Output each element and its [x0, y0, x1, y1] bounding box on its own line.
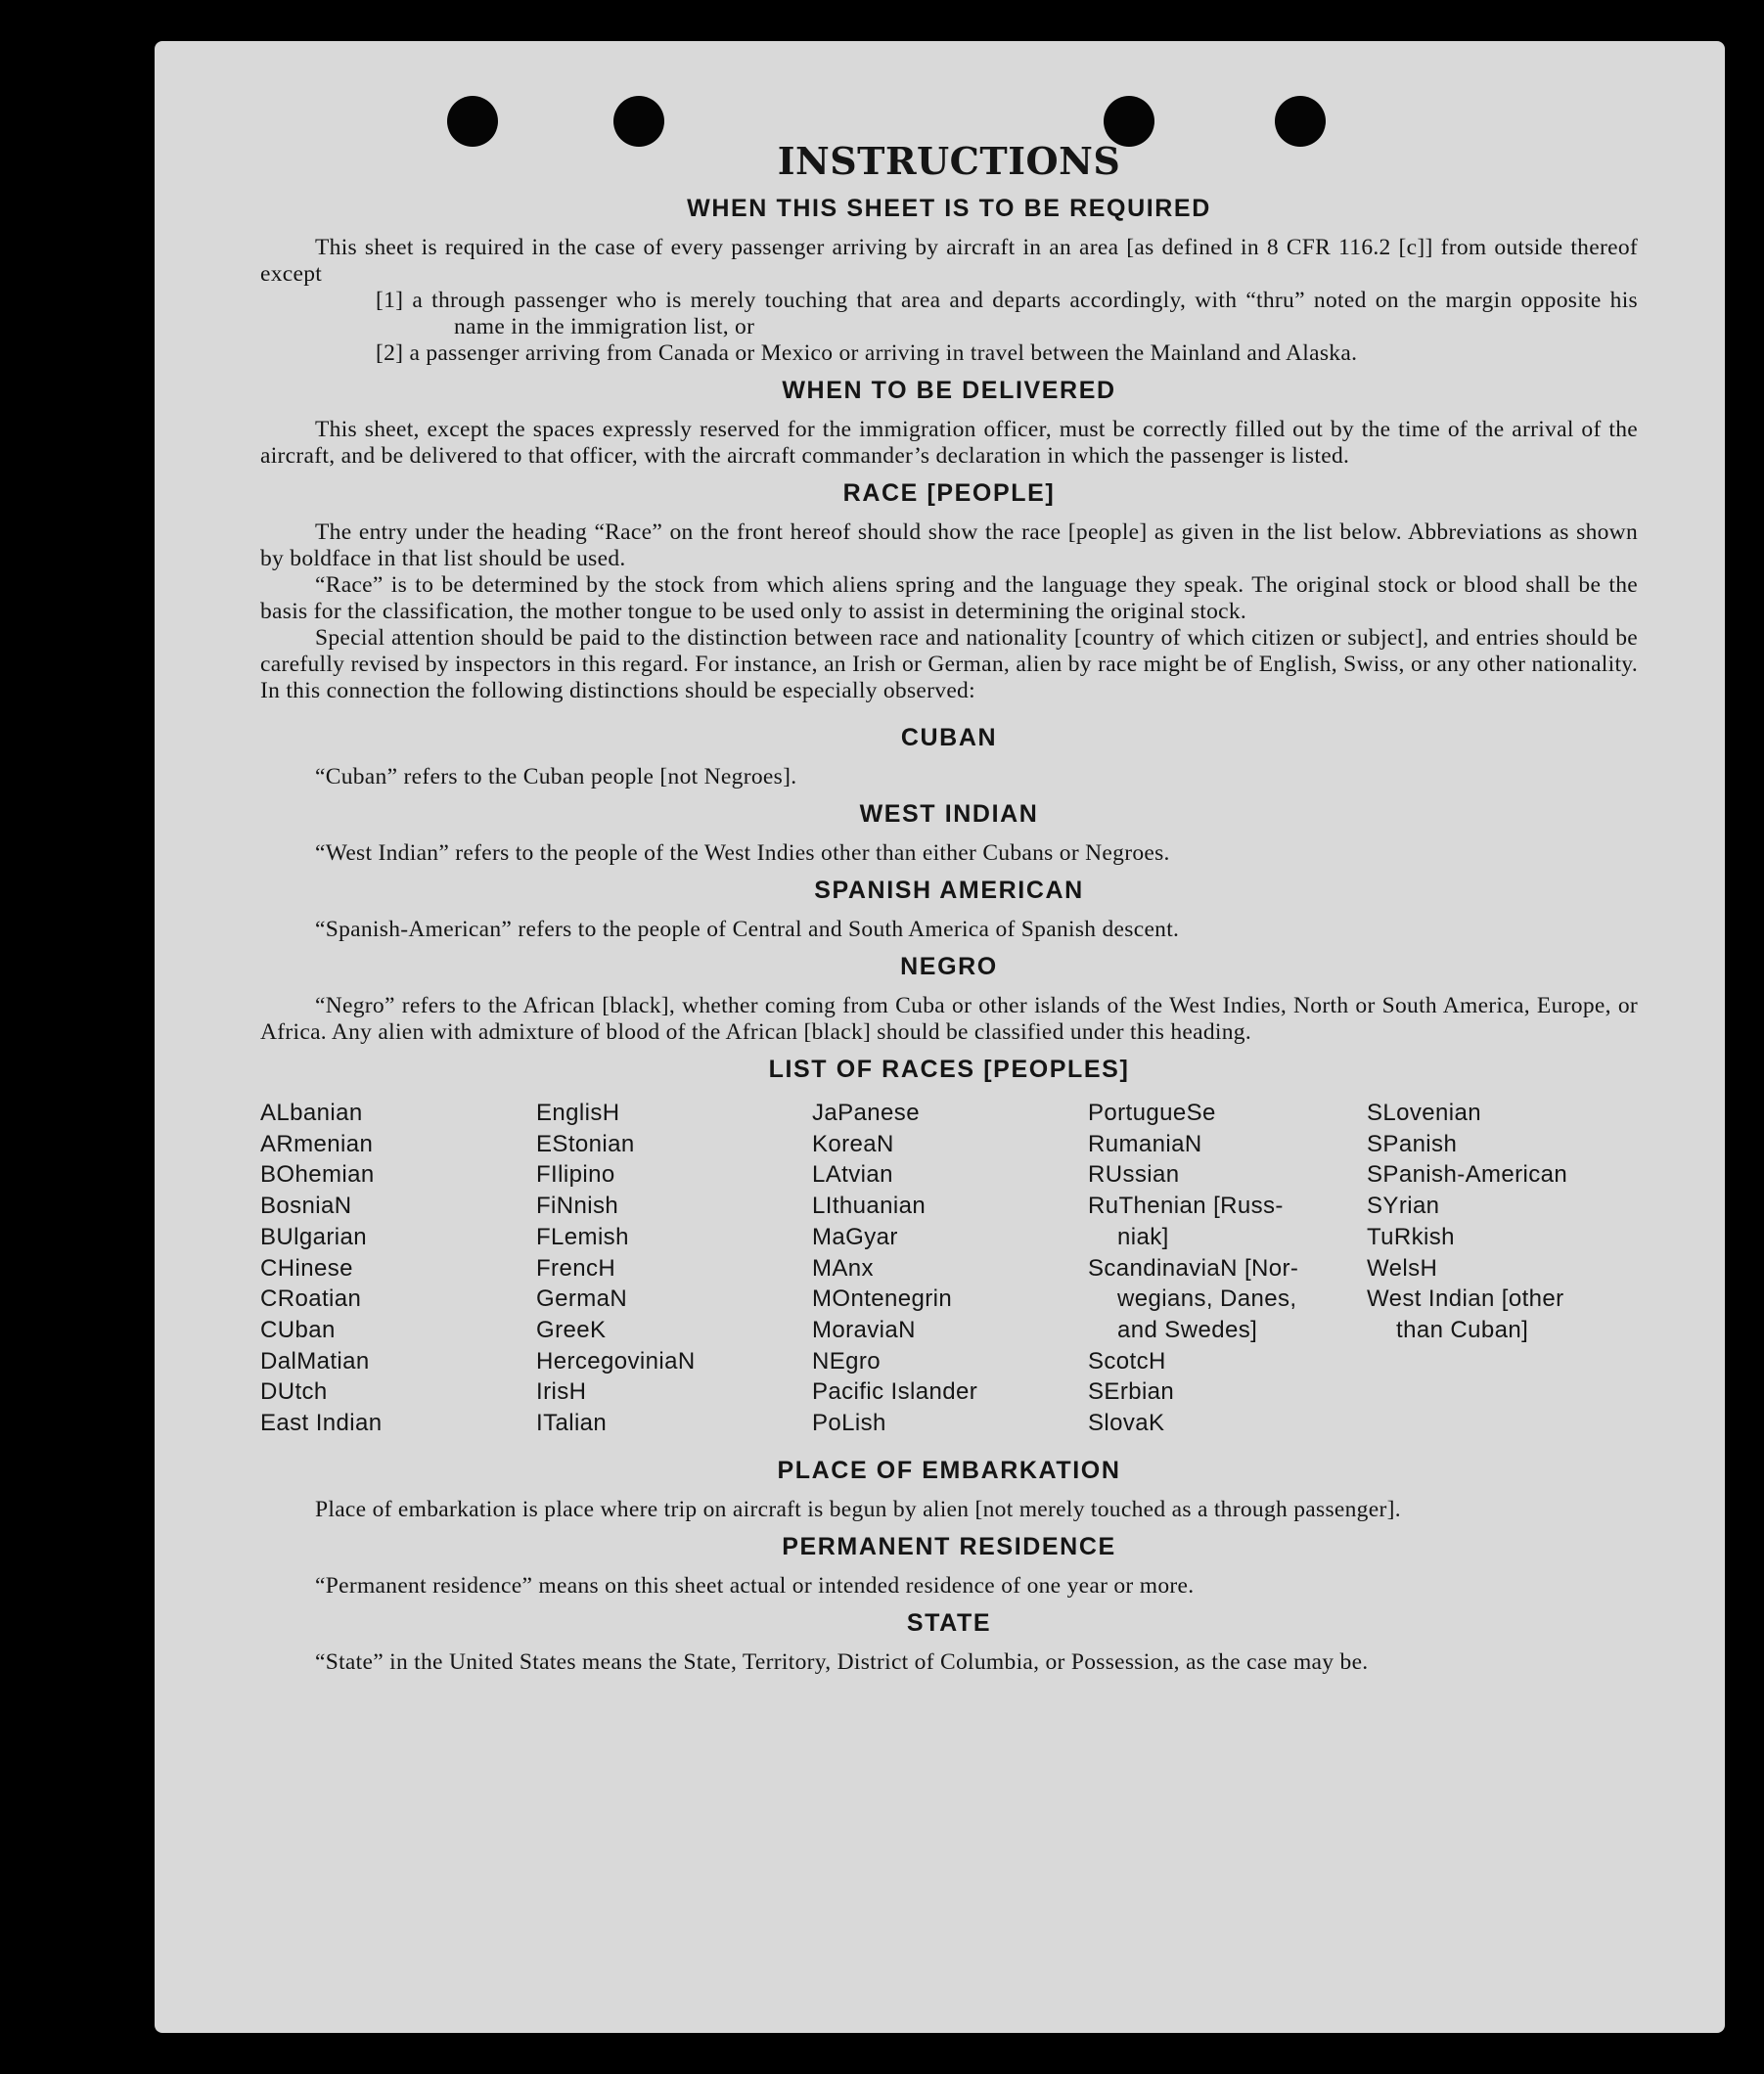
race-entry: ARmenian: [260, 1130, 374, 1157]
race-entry: SlovaK: [1088, 1410, 1165, 1437]
race-entry: RumaniaN: [1088, 1130, 1202, 1157]
races-column-3: [812, 1098, 1088, 1439]
heading-cuban: CUBAN: [900, 724, 998, 751]
race-entry: WelsH: [1367, 1254, 1438, 1282]
race-entry: ScandinaviaN [Nor-: [1088, 1254, 1299, 1282]
heading-embarkation: PLACE OF EMBARKATION: [777, 1456, 1121, 1484]
heading-required: WHEN THIS SHEET IS TO BE REQUIRED: [687, 195, 1211, 222]
required-item-1: [1] a through passenger who is merely touching that area and departs accordingly, with “thru” noted on the margin opposite his name in the immigration list, or: [376, 288, 1638, 339]
race-entry: ScotcH: [1088, 1347, 1166, 1375]
heading-delivered: WHEN TO BE DELIVERED: [782, 377, 1116, 404]
required-item-2: [2] a passenger arriving from Canada or Mexico or arriving in travel between the Mainland and Alaska.: [376, 340, 1358, 366]
race-entry: East Indian: [260, 1410, 383, 1437]
race-entry: FLemish: [536, 1223, 629, 1250]
race-entry: RuThenian [Russ-: [1088, 1193, 1284, 1220]
race-entry: FiNnish: [536, 1193, 619, 1220]
sheet-content: [260, 139, 1638, 1676]
race-entry: GreeK: [536, 1316, 607, 1343]
heading-spanish-american: SPANISH AMERICAN: [814, 877, 1084, 904]
delivered-text: This sheet, except the spaces expressly reserved for the immigration officer, must be correctly filled out by the time of the arrival of the aircraft, and be delivered to that officer, with the aircraft commander’s declaration in which the passenger is listed.: [260, 417, 1638, 469]
race-entry: BosniaN: [260, 1193, 352, 1220]
race-entry: MoraviaN: [812, 1316, 916, 1343]
race-entry: FIlipino: [536, 1161, 615, 1189]
west-indian-text: “West Indian” refers to the people of the West Indies other than either Cubans or Negroes.: [315, 840, 1170, 866]
race-entry: RUssian: [1088, 1161, 1180, 1189]
race-entry: NEgro: [812, 1347, 882, 1375]
race-entry: DUtch: [260, 1378, 328, 1406]
required-intro: This sheet is required in the case of every passenger arriving by aircraft in an area [as defined in 8 CFR 116.2 [c]] from outside thereof except: [260, 235, 1638, 287]
race-entry: MaGyar: [812, 1223, 898, 1250]
races-list: [260, 1098, 1638, 1439]
races-column-4: [1088, 1098, 1367, 1439]
race-paragraph-3: Special attention should be paid to the distinction between race and nationality [country of which citizen or subject], and entries should be carefully revised by inspectors in this regard. For instance, an Irish or German, alien by race might be of English, Swiss, or any other nationality. In this connection the following distinctions should be especially observed:: [260, 625, 1638, 703]
race-entry: GermaN: [536, 1285, 628, 1313]
race-entry: EStonian: [536, 1130, 635, 1157]
race-entry: SErbian: [1088, 1378, 1175, 1406]
races-column-2: [536, 1098, 812, 1439]
race-entry: BUlgarian: [260, 1223, 367, 1250]
negro-text: “Negro” refers to the African [black], whether coming from Cuba or other islands of the West Indies, North or South America, Europe, or Africa. Any alien with admixture of blood of the African [black] should be classified under this heading.: [260, 993, 1638, 1045]
race-entry: MOntenegrin: [812, 1285, 953, 1313]
race-entry: TuRkish: [1367, 1223, 1455, 1250]
race-entry: CUban: [260, 1316, 336, 1343]
heading-negro: NEGRO: [900, 953, 998, 980]
race-entry: ALbanian: [260, 1100, 363, 1126]
race-entry: PortugueSe: [1088, 1100, 1216, 1126]
race-entry: CHinese: [260, 1254, 353, 1282]
race-entry: West Indian [other: [1367, 1285, 1564, 1313]
race-entry: KoreaN: [812, 1130, 894, 1157]
race-paragraph-1: The entry under the heading “Race” on the front hereof should show the race [people] as given in the list below. Abbreviations as shown by boldface in that list should be used.: [260, 519, 1638, 571]
state-text: “State” in the United States means the State, Territory, District of Columbia, or Possession, as the case may be.: [315, 1648, 1369, 1675]
heading-state: STATE: [906, 1608, 992, 1637]
race-entry: SLovenian: [1367, 1100, 1482, 1126]
race-entry-continued: niak]: [1117, 1223, 1169, 1250]
race-entry-continued: than Cuban]: [1396, 1316, 1529, 1343]
race-entry: SPanish: [1367, 1130, 1458, 1157]
race-entry: JaPanese: [812, 1100, 920, 1126]
heading-residence: PERMANENT RESIDENCE: [782, 1532, 1116, 1560]
heading-race: RACE [PEOPLE]: [842, 479, 1056, 507]
race-entry: PoLish: [812, 1410, 886, 1437]
spacer: [260, 704, 1638, 714]
race-entry: IrisH: [536, 1378, 587, 1406]
spanish-american-text: “Spanish-American” refers to the people of Central and South America of Spanish descent.: [315, 917, 1180, 942]
race-entry: Pacific Islander: [812, 1378, 978, 1406]
race-entry: CRoatian: [260, 1285, 362, 1313]
race-entry: LIthuanian: [812, 1193, 927, 1220]
race-entry-continued: and Swedes]: [1117, 1316, 1258, 1343]
race-entry: BOhemian: [260, 1161, 375, 1189]
instruction-sheet: [155, 41, 1725, 2033]
race-entry: ITalian: [536, 1410, 608, 1437]
embarkation-text: Place of embarkation is place where trip on aircraft is begun by alien [not merely touched as a through passenger].: [315, 1496, 1401, 1522]
page-title: INSTRUCTIONS: [777, 139, 1121, 183]
residence-text: “Permanent residence” means on this sheet actual or intended residence of one year or more.: [315, 1572, 1195, 1599]
cuban-text: “Cuban” refers to the Cuban people [not Negroes].: [315, 764, 797, 789]
race-paragraph-2: “Race” is to be determined by the stock from which aliens spring and the language they speak. The original stock or blood shall be the basis for the classification, the mother tongue to be used only to assist in determining the original stock.: [260, 572, 1638, 624]
race-entry-continued: wegians, Danes,: [1117, 1285, 1297, 1313]
races-column-5: [1367, 1098, 1638, 1439]
race-entry: SYrian: [1367, 1193, 1440, 1220]
race-entry: MAnx: [812, 1254, 874, 1282]
race-entry: FrencH: [536, 1254, 616, 1282]
races-column-1: [260, 1098, 536, 1439]
heading-west-indian: WEST INDIAN: [859, 800, 1039, 828]
race-entry: SPanish-American: [1367, 1161, 1568, 1189]
race-entry: EnglisH: [536, 1100, 620, 1126]
race-entry: DalMatian: [260, 1347, 370, 1375]
heading-races-list: LIST OF RACES [PEOPLES]: [768, 1056, 1130, 1083]
race-entry: HercegoviniaN: [536, 1347, 696, 1375]
race-entry: LAtvian: [812, 1161, 893, 1189]
